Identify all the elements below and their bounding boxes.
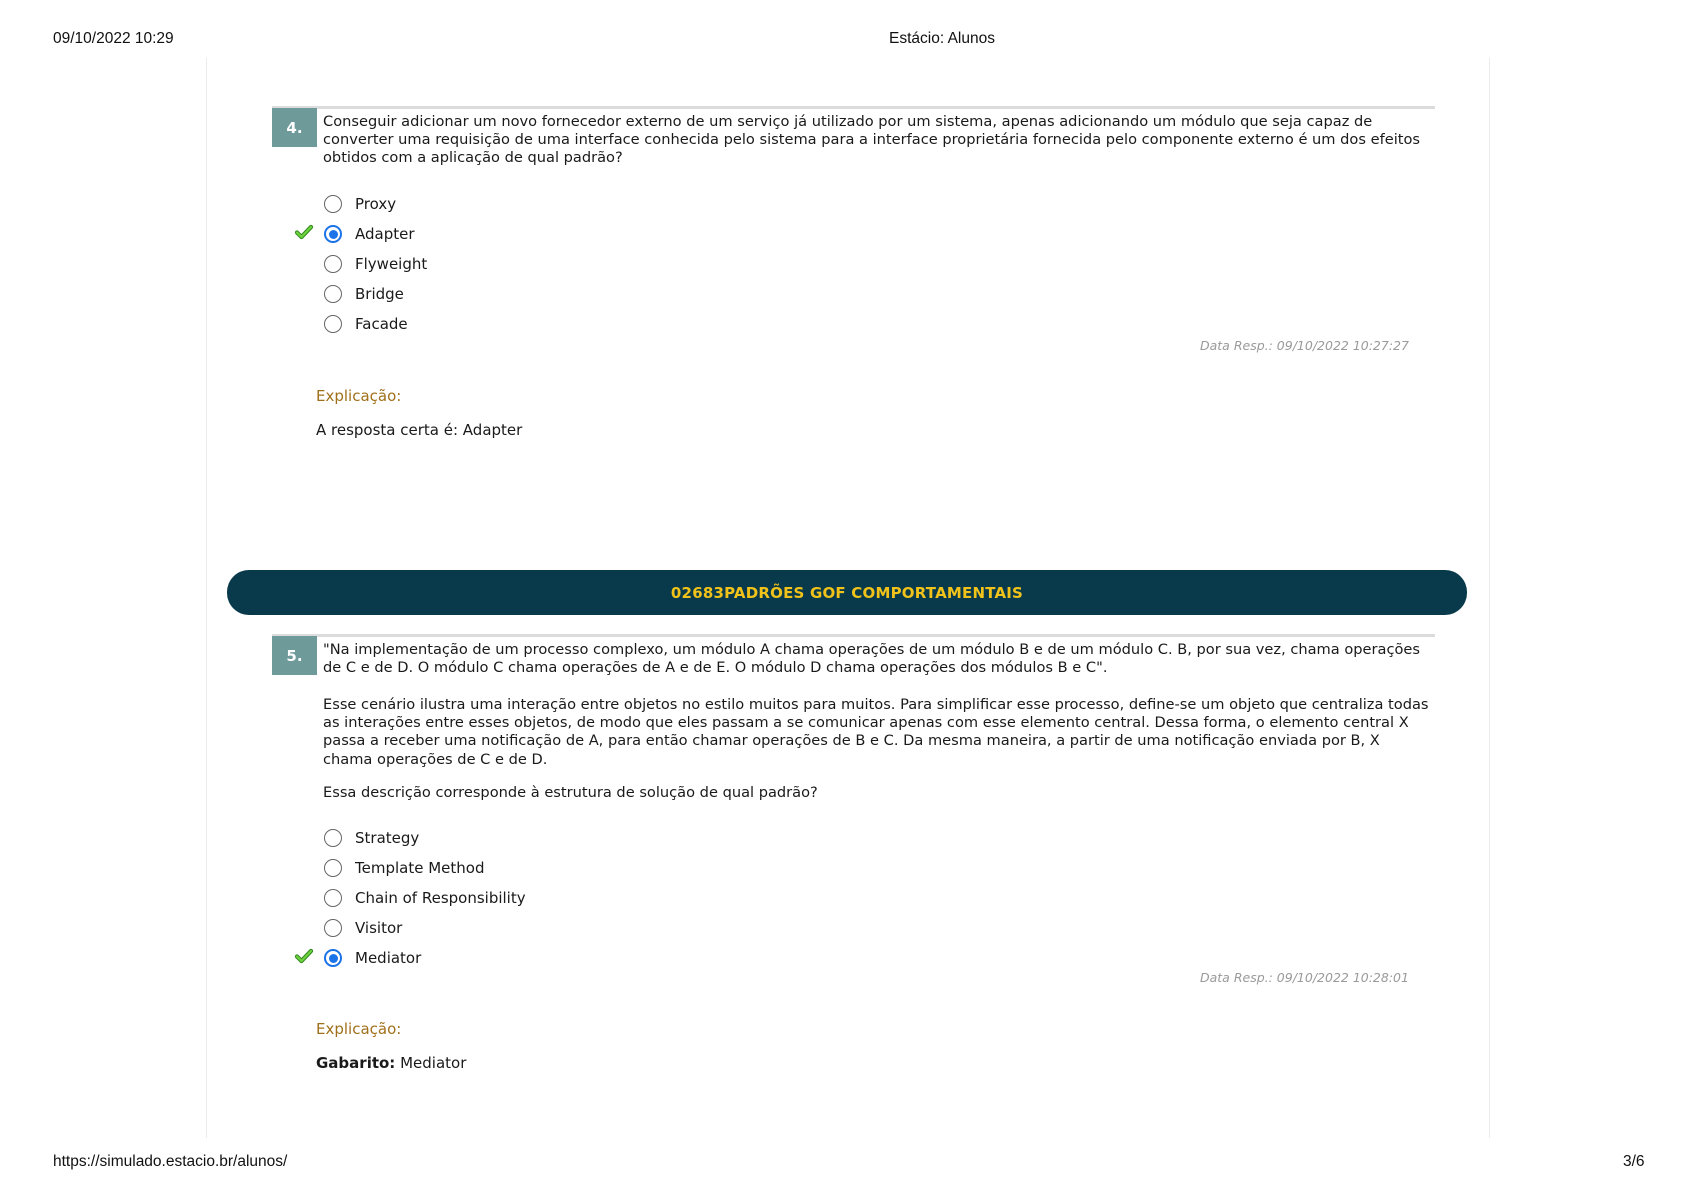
explanation-text: A resposta certa é: Adapter <box>316 421 523 439</box>
radio-button[interactable] <box>324 919 342 937</box>
option-label: Facade <box>355 315 408 333</box>
option-strategy[interactable] <box>324 823 419 853</box>
radio-button[interactable] <box>324 829 342 847</box>
question-text: Conseguir adicionar um novo fornecedor externo de um serviço já utilizado por um sistema, apenas adicionando um módulo que seja capaz de converter uma requisição de uma interface conhecida pelo sistema para a interface proprietária fornecida pelo componente externo é um dos efeitos obtidos com a aplicação de qual padrão? <box>323 113 1421 167</box>
option-label: Chain of Responsibility <box>355 889 526 907</box>
question-text-p2: Esse cenário ilustra uma interação entre objetos no estilo muitos para muitos. Para simplificar esse processo, define-se um objeto que centraliza todas as interações entre esses objetos, de modo que eles passam a se comunicar apenas com esse elemento central. Dessa forma, o elemento central X passa a receber uma notificação de A, para então chamar operações de B e C. Da mesma maneira, a partir de uma notificação enviada por B, X chama operações de C e de D. <box>323 696 1429 768</box>
radio-button[interactable] <box>324 285 342 303</box>
option-mediator[interactable] <box>324 943 421 973</box>
option-label: Proxy <box>355 195 397 213</box>
explanation-title: Explicação: <box>316 387 402 405</box>
question-number-badge: 4. <box>272 108 317 147</box>
question-divider <box>272 106 1435 109</box>
explanation-title: Explicação: <box>316 1020 402 1038</box>
option-bridge[interactable] <box>324 279 404 309</box>
option-label: Visitor <box>355 919 403 937</box>
option-chain-of-responsibility[interactable] <box>324 883 526 913</box>
radio-button[interactable] <box>324 889 342 907</box>
option-label: Template Method <box>355 859 485 877</box>
radio-button[interactable] <box>324 859 342 877</box>
explanation-label: Gabarito: <box>316 1054 396 1072</box>
option-label: Mediator <box>355 949 422 967</box>
option-facade[interactable] <box>324 309 408 339</box>
radio-button[interactable] <box>324 255 342 273</box>
print-page-title: Estácio: Alunos <box>889 30 995 47</box>
option-label: Flyweight <box>355 255 428 273</box>
question-text-p1: "Na implementação de um processo complexo, um módulo A chama operações de um módulo B e de um módulo C. B, por sua vez, chama operações de C e de D. O módulo C chama operações de A e de E. O módulo D chama operações dos módulos B e C". <box>323 641 1421 677</box>
option-label: Bridge <box>355 285 404 303</box>
radio-button-selected[interactable] <box>324 949 342 967</box>
print-datetime: 09/10/2022 10:29 <box>53 30 174 47</box>
option-visitor[interactable] <box>324 913 402 943</box>
correct-check-icon <box>295 948 313 964</box>
explanation-value: Mediator <box>400 1054 467 1072</box>
correct-check-icon <box>295 224 313 240</box>
question-number-badge: 5. <box>272 636 317 675</box>
print-page-number: 3/6 <box>1623 1153 1645 1170</box>
response-date: Data Resp.: 09/10/2022 10:27:27 <box>1200 338 1409 353</box>
radio-button-selected[interactable] <box>324 225 342 243</box>
radio-button[interactable] <box>324 195 342 213</box>
option-adapter[interactable] <box>324 219 415 249</box>
section-header-bar <box>227 570 1467 615</box>
option-flyweight[interactable] <box>324 249 427 279</box>
option-proxy[interactable] <box>324 189 396 219</box>
question-divider <box>272 634 1435 637</box>
explanation-text <box>316 1054 466 1072</box>
option-label: Adapter <box>355 225 415 243</box>
question-text-p3: Essa descrição corresponde à estrutura de solução de qual padrão? <box>323 784 818 801</box>
option-label: Strategy <box>355 829 420 847</box>
print-url: https://simulado.estacio.br/alunos/ <box>53 1153 288 1170</box>
section-title: 02683PADRÕES GOF COMPORTAMENTAIS <box>670 583 1024 602</box>
option-template-method[interactable] <box>324 853 484 883</box>
radio-button[interactable] <box>324 315 342 333</box>
response-date: Data Resp.: 09/10/2022 10:28:01 <box>1200 970 1409 985</box>
